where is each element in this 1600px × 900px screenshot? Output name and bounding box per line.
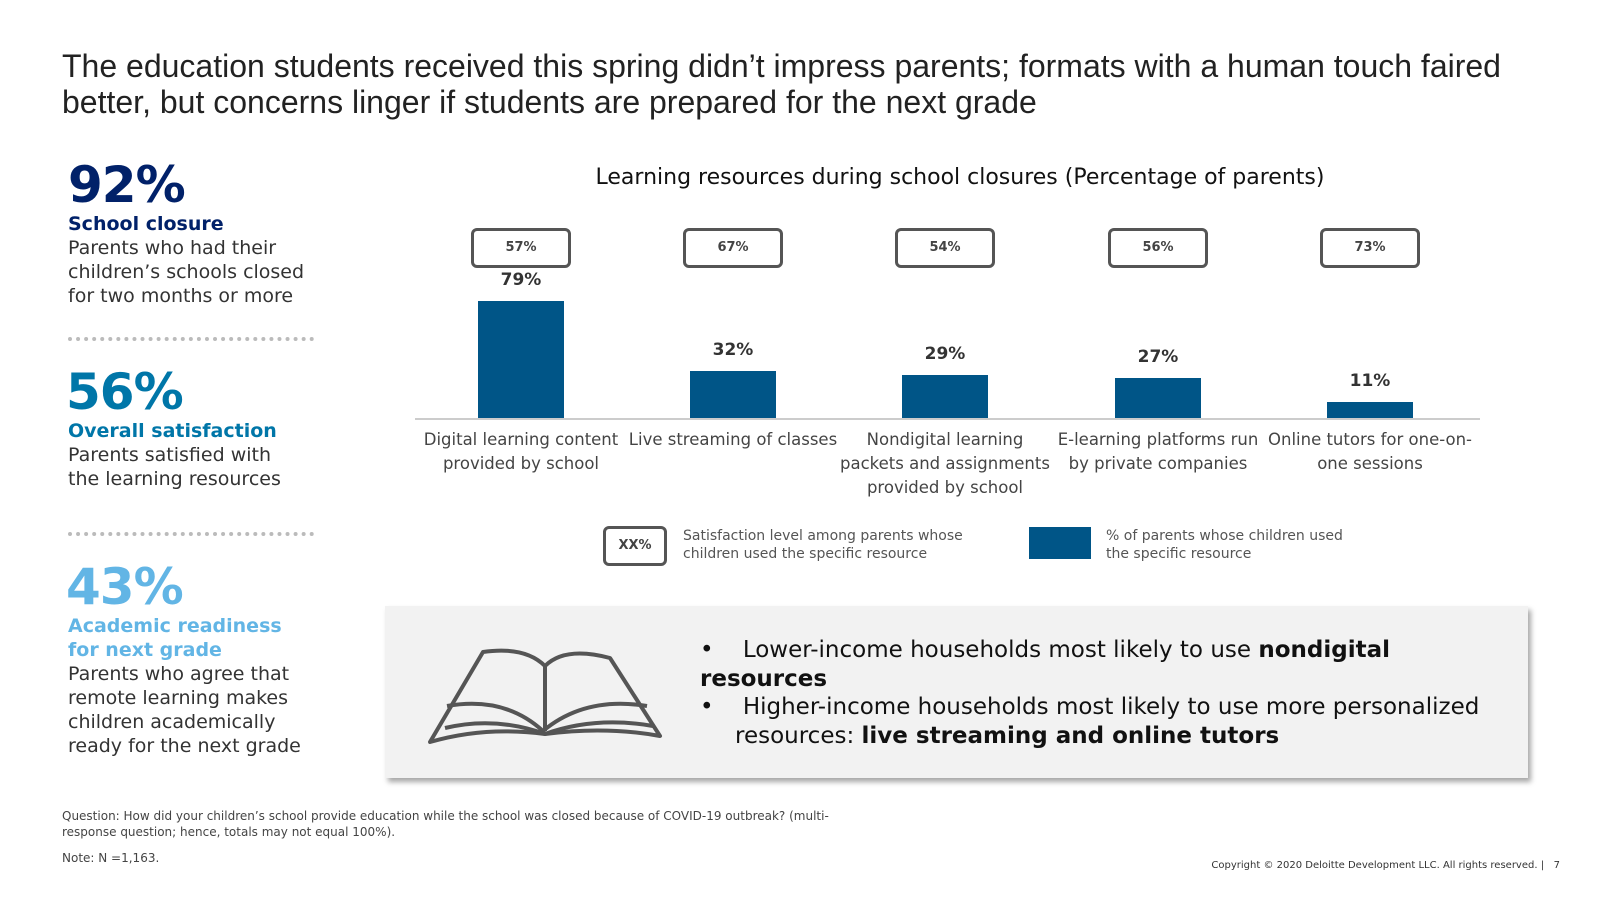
category-label: Live streaming of classes [628, 430, 838, 449]
insight-bullet: • Higher-income households most likely to use more personalized resources: live streaming and online tutors [700, 694, 1480, 749]
stat-desc: Parents satisfied with the learning resources [68, 444, 281, 490]
bullet-emphasis: nondigital resources [700, 637, 1390, 692]
copyright [1100, 860, 1560, 871]
stat-label: Academic readiness for next grade [68, 615, 282, 661]
x-axis-line [415, 418, 1480, 420]
footnote-question: Question: How did your children’s school provide education while the school was closed because of COVID-19 outbreak? (multi-response question; hence, totals may not equal 100%). [62, 809, 829, 839]
bar [478, 301, 564, 418]
bar-value-label: 79% [500, 270, 542, 291]
bar-value-label: 32% [712, 339, 754, 360]
bullet-text: Higher-income households most likely to use more personalized resources: [735, 694, 1480, 749]
legend-bar-text: % of parents whose children used the specific resource [1106, 528, 1343, 562]
category-label: E-learning platforms run by private companies [1057, 430, 1259, 473]
open-book-icon [425, 646, 665, 746]
category-label: Digital learning content provided by school [423, 430, 619, 473]
stat-label: Overall satisfaction [68, 420, 277, 442]
page-number: 7 [1553, 860, 1560, 871]
slide-title: The education students received this spring didn’t impress parents; formats with a human touch faired better, but concerns linger if students are prepared for the next grade [62, 48, 1501, 120]
stat-desc: Parents who agree that remote learning makes children academically ready for the next grade [68, 663, 301, 757]
bar [1327, 402, 1413, 418]
chart-title: Learning resources during school closures (Percentage of parents) [595, 165, 1325, 190]
category-label: Nondigital learning packets and assignments provided by school [840, 430, 1050, 497]
bullet-text: Lower-income households most likely to use [742, 637, 1259, 663]
satisfaction-box: 57% [471, 228, 571, 268]
copyright-text: Copyright © 2020 Deloitte Development LLC. All rights reserved. | [1211, 860, 1545, 871]
legend-bar-swatch [1029, 527, 1091, 559]
footnote-note: Note: N =1,163. [62, 851, 160, 865]
insights-box [385, 606, 1528, 778]
insight-bullet: • Lower-income households most likely to use nondigital resources [700, 637, 1390, 692]
divider [68, 532, 314, 536]
bar-value-label: 11% [1349, 370, 1391, 391]
bar-value-label: 29% [924, 344, 966, 365]
bar [1115, 378, 1201, 418]
legend-satisfaction-swatch: XX% [603, 526, 667, 566]
stat-value: 43% [66, 558, 183, 616]
bullet-emphasis: live streaming and online tutors [861, 723, 1280, 749]
satisfaction-box: 73% [1320, 228, 1420, 268]
category-label: Online tutors for one-on-one sessions [1268, 430, 1472, 473]
satisfaction-box: 54% [895, 228, 995, 268]
satisfaction-box: 67% [683, 228, 783, 268]
stat-label: School closure [68, 213, 224, 235]
stat-value: 92% [68, 156, 185, 214]
bar [690, 371, 776, 418]
stat-desc: Parents who had their children’s schools closed for two months or more [68, 237, 305, 307]
legend-satisfaction-text: Satisfaction level among parents whose children used the specific resource [683, 528, 963, 562]
satisfaction-box: 56% [1108, 228, 1208, 268]
bar-value-label: 27% [1137, 347, 1179, 368]
stat-value: 56% [66, 363, 183, 421]
stat-academic-readiness [66, 560, 346, 758]
bar [902, 375, 988, 418]
